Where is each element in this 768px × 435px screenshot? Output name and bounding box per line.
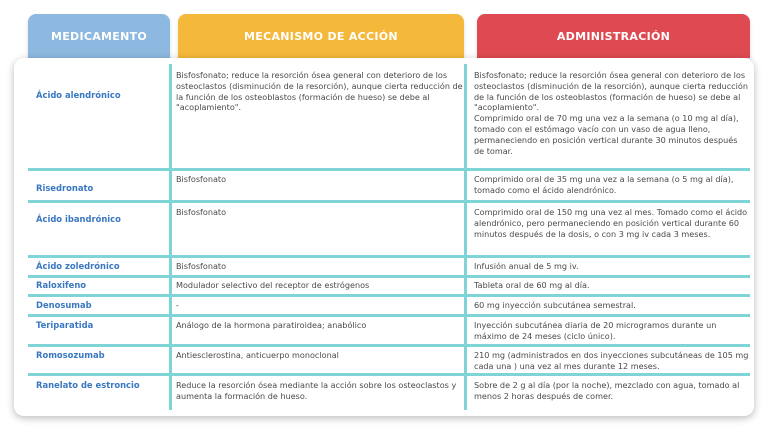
mechanism-text: Reduce la resorción ósea mediante la acción sobre los osteoclastos y aumenta la formación de hueso. xyxy=(176,380,457,401)
mechanism-text: Bisfosfonato xyxy=(176,174,227,184)
administration-text: Inyección subcutánea diaria de 20 microgramos durante un máximo de 24 meses (ciclo único). xyxy=(474,320,717,341)
administration-text: Infusión anual de 5 mg iv. xyxy=(474,261,579,271)
administration-text-line: Bisfosfonato; reduce la resorción ósea general con deterioro de los osteoclastos (disminución de la resorción), aunque cierta reducción de la función de los osteoblastos (formación de hueso) se debe al "acoplamiento". xyxy=(474,70,748,113)
table-row xyxy=(28,64,750,168)
table-row xyxy=(28,347,750,373)
administration-text: 60 mg inyección subcutánea semestral. xyxy=(474,300,636,310)
drug-name: Teriparatida xyxy=(36,320,94,330)
header-medicamento xyxy=(28,14,170,58)
table-row xyxy=(28,376,750,410)
header-medicamento-label: MEDICAMENTO xyxy=(50,29,148,43)
drug-name: Ácido ibandrónico xyxy=(36,214,121,224)
drug-name: Risedronato xyxy=(36,183,94,193)
header-mecanismo xyxy=(178,14,464,58)
header-administracion-label: ADMINISTRACIÓN xyxy=(556,29,671,43)
table-row xyxy=(28,278,750,294)
administration-text: 210 mg (administrados en dos inyecciones subcutáneas de 105 mg cada una ) una vez al mes durante 12 meses. xyxy=(474,350,749,371)
administration-text-line: Comprimido oral de 70 mg una vez a la semana (o 10 mg al día), tomado con el estómago vacío con un vaso de agua lleno, permaneciendo en posición vertical durante 30 minutos después de tomar. xyxy=(474,113,739,156)
drug-name: Ácido alendrónico xyxy=(36,90,121,100)
drug-name: Raloxifeno xyxy=(36,280,87,290)
administration-text: Tableta oral de 60 mg al día. xyxy=(474,280,590,290)
mechanism-text: Bisfosfonato xyxy=(176,207,227,217)
mechanism-text: Bisfosfonato xyxy=(176,261,227,271)
table-row xyxy=(28,317,750,344)
drug-name: Denosumab xyxy=(36,300,92,310)
header-administracion xyxy=(477,14,750,58)
mechanism-text: Modulador selectivo del receptor de estrógenos xyxy=(176,280,370,290)
mechanism-text: Antiesclerostina, anticuerpo monoclonal xyxy=(176,350,339,360)
mechanism-text: Análogo de la hormona paratiroidea; anabólico xyxy=(176,320,367,330)
mechanism-text: - xyxy=(176,300,179,310)
table-row xyxy=(28,258,750,275)
administration-text: Comprimido oral de 35 mg una vez a la semana (o 5 mg al día), tomado como el ácido alendrónico. xyxy=(474,174,734,195)
table-row xyxy=(28,297,750,314)
mechanism-text: Bisfosfonato; reduce la resorción ósea general con deterioro de los osteoclastos (disminución de la resorción), aunque cierta reducción de la función de los osteoblastos (formación de hueso) se debe al "acoplamiento". xyxy=(176,70,463,113)
administration-text: Sobre de 2 g al día (por la noche), mezclado con agua, tomado al menos 2 horas después de comer. xyxy=(474,380,740,401)
drug-name: Romosozumab xyxy=(36,350,105,360)
header-mecanismo-label: MECANISMO DE ACCIÓN xyxy=(244,29,398,43)
administration-text: Comprimido oral de 150 mg una vez al mes. Tomado como el ácido alendrónico, pero permaneciendo en posición vertical durante 60 minutos después de la dosis, o con 3 mg iv cada 3 meses. xyxy=(474,207,748,239)
drug-name: Ranelato de estroncio xyxy=(36,380,140,390)
administration-text xyxy=(474,70,749,156)
drug-name: Ácido zoledrónico xyxy=(36,261,120,271)
table-row xyxy=(28,203,750,255)
table-row xyxy=(28,171,750,200)
